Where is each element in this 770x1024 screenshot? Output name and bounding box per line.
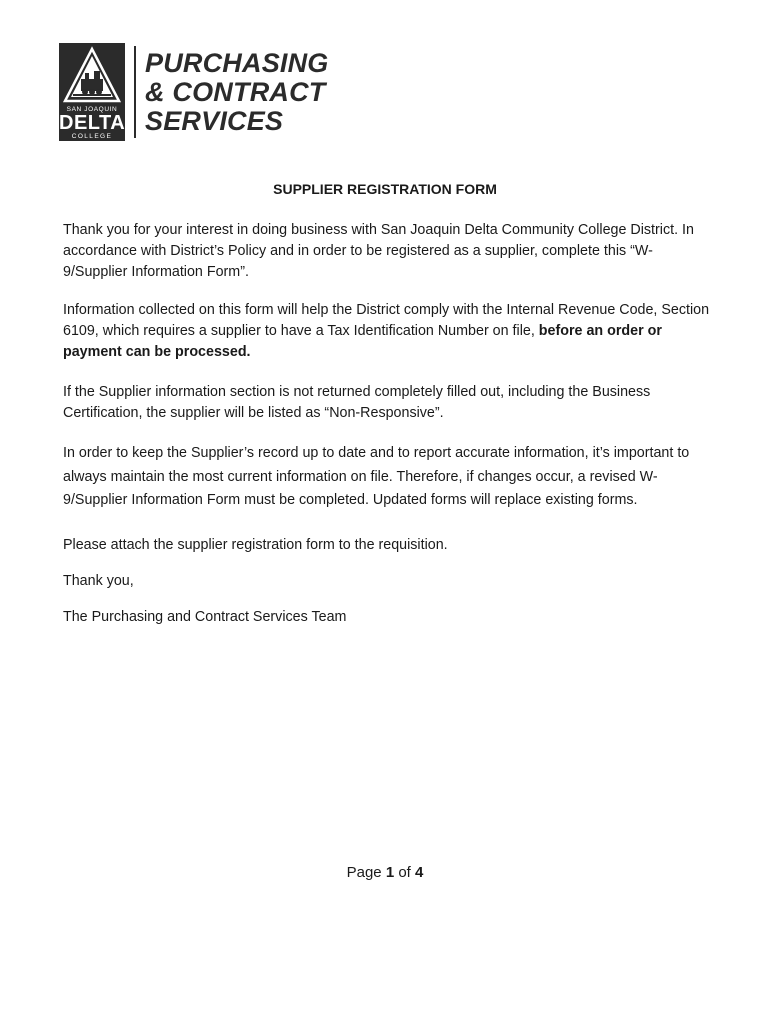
non-responsive-paragraph: If the Supplier information section is not returned completely filled out, including the Business Certification, the supplier will be listed as “Non-Responsive”.	[63, 384, 651, 421]
record-update-paragraph: In order to keep the Supplier’s record up to date and to report accurate information, it’s important to always maintain the most current information on file. Therefore, if changes occur, a revised W-9/Supplier Information Form must be completed. Updated forms will replace existing forms.	[63, 445, 690, 508]
signature-team: The Purchasing and Contract Services Team	[63, 609, 347, 625]
page-word: Page	[346, 864, 382, 881]
tax-info-text: Information collected on this form will help the District comply with the Internal Revenue Code, Section 6109, which requires a supplier to have a Tax Identification Number on file,	[63, 302, 710, 339]
of-word: of	[398, 864, 411, 881]
logo-divider	[134, 46, 136, 138]
current-page: 1	[385, 864, 395, 881]
tax-info-paragraph	[63, 300, 713, 362]
page-number	[0, 864, 770, 881]
brand-line-3: SERVICES	[145, 106, 284, 136]
attach-instruction: Please attach the supplier registration form to the requisition.	[63, 537, 448, 553]
closing-thanks: Thank you,	[63, 573, 134, 589]
brand-line-2: & CONTRACT	[145, 77, 326, 107]
logo-delta: DELTA	[59, 112, 126, 134]
logo-san-joaquin: SAN JOAQUIN	[66, 106, 118, 113]
college-logo	[59, 43, 125, 141]
logo-college: COLLEGE	[71, 133, 113, 140]
department-brand	[145, 49, 329, 136]
brand-line-1: PURCHASING	[145, 48, 329, 78]
tax-info-emphasis: before an order or payment can be processed.	[63, 322, 662, 360]
form-title: SUPPLIER REGISTRATION FORM	[273, 181, 497, 197]
intro-paragraph: Thank you for your interest in doing business with San Joaquin Delta Community College District. In accordance with District’s Policy and in order to be registered as a supplier, complete this “W-9/Supplier Information Form”.	[63, 222, 694, 280]
total-pages: 4	[415, 864, 424, 881]
